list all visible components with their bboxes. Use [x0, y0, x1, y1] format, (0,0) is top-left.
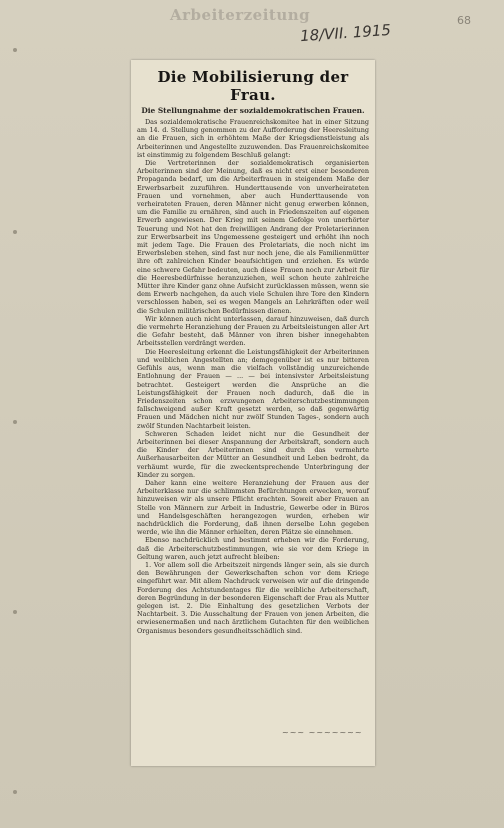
article-paragraph: Die Vertreterinnen der sozialdemokratisch organisierten Arbeiterinnen sind der Meinung, daß es nicht erst einer besonderen Propaganda bedarf, um die Arbeiterfrauen in steigendem Maße der Erwerbsarbeit zuzuführen. Hunderttausende von unverheirateten Frauen und vornehmen, aber auch Hunderttausende von verheirateten Frauen, deren Männer nicht genug erwerben können, um die Familie zu ernähren, sind auch in Friedenszeiten auf eigenen Erwerb angewiesen. Der Krieg mit seinem Gefolge von unerhörter Teuerung und Not hat den freiwilligen Andrang der Proletarierinnen zur Erwerbsarbeit ins Ungemessene gesteigert und erhöht ihn noch mit jedem Tage. Die Frauen des Proletariats, die noch nicht im Erwerbsleben stehen, sind fast nur noch jene, die als Familienmütter ihre oft zahlreichen Kinder beaufsichtigen und erziehen. Es würde eine schwere Gefahr bedeuten, auch diese Frauen noch zur Arbeit für die Heeresbedürfnisse heranzuziehen, weil schon heute zahlreiche Mütter ihre Kinder ganz ohne Aufsicht zurücklassen müssen, wenn sie dem Erwerb nachgehen, da auch viele Schulen ihre Tore den Kindern verschlossen haben, sei es wegen Mangels an Lehrkräften oder weil die Schulen militärischen Bedürfnissen dienen. — [137, 159, 369, 315]
article-paragraph: Schweren Schaden leidet nicht nur die Gesundheit der Arbeiterinnen bei dieser Anspannung der Arbeitskraft, sondern auch die Kinder der Arbeiterinnen sind durch das vermehrte Außerhausarbeiten der Mütter an Gesundheit und Leben bedroht, da verhäumt wurde, für die zweckentsprechende Unterbringung der Kinder zu sorgen. — [137, 429, 369, 479]
article-headline: Die Mobilisierung der Frau. — [157, 68, 349, 104]
article-body — [137, 118, 369, 635]
punch-hole — [13, 790, 17, 794]
handwritten-mark: ~~~ ~~~~~~~ — [282, 728, 363, 737]
article-paragraph: Daher kann eine weitere Heranziehung der Frauen aus der Arbeiterklasse nur die schlimmsten Befürchtungen erwecken, worauf hinzuweisen wir als unsere Pflicht erachten. Soweit aber Frauen an Stelle von Männern zur Arbeit in Industrie, Gewerbe oder in Büros und Handelsgeschäften herangezogen wurden, erheben wir nachdrücklich die Forderung, daß ihnen derselbe Lohn gegeben werde, wie ihn die Männer erhielten, deren Plätze sie einnehmen. — [137, 478, 369, 537]
punch-hole — [13, 610, 17, 614]
article-paragraph: Ebenso nachdrücklich und bestimmt erheben wir die Forderung, daß die Arbeiterschutzbestimmungen, wie sie vor dem Kriege in Geltung waren, auch jetzt aufrecht bleiben: — [137, 536, 369, 561]
article-subheadline: Die Stellungnahme der sozialdemokratischen Frauen. — [141, 106, 365, 115]
newspaper-clipping — [131, 60, 375, 766]
punch-hole — [13, 420, 17, 424]
article-paragraph: Das sozialdemokratische Frauenreichskomitee hat in einer Sitzung am 14. d. Stellung genommen zu der Aufforderung der Heeresleitung an die Frauen, sich in erhöhtem Maße der Kriegsdienstleistung als Arbeiterinnen und Angestellte zuzuwenden. Das Frauenreichskomitee ist einstimmig zu folgendem Beschluß gelangt: — [137, 118, 369, 159]
article-paragraph: Wir können auch nicht unterlassen, darauf hinzuweisen, daß durch die vermehrte Heranziehung der Frauen zu Arbeitsleistungen aller Art die Gefahr besteht, daß Männer von ihren bisher innegehabten Arbeitsstellen verdrängt werden. — [137, 314, 369, 348]
article-paragraph: Die Heeresleitung erkennt die Leistungsfähigkeit der Arbeiterinnen und weiblichen Angestellten an; demgegenüber ist es nur bitteren Gefühls aus, wenn man die vielfach vollständig unzureichende Entlohnung der Frauen — ... — bei intensivster Arbeitsleistung betrachtet. Gesteigert werden die Ansprüche an die Leistungsfähigkeit der Frauen noch dadurch, daß die in Friedenszeiten schon erzwungenen Arbeiterschutzbestimmungen fallschweigend außer Kraft gesetzt werden, so daß gegenwärtig Frauen und Mädchen nicht nur zwölf Stunden Tages-, sondern auch zwölf Stunden Nachtarbeit leisten. — [137, 347, 369, 430]
handwritten-date: 18/VII. 1915 — [299, 20, 392, 46]
masthead-stamp: Arbeiterzeitung — [170, 6, 311, 24]
punch-hole — [13, 230, 17, 234]
article-paragraph: 1. Vor allem soll die Arbeitszeit nirgends länger sein, als sie durch den Bewährungen der Gewerkschaften schon vor dem Kriege eingeführt war. Mit allem Nachdruck verweisen wir auf die dringende Forderung des Achtstundentages für die weibliche Arbeiterschaft, deren Begründung in der besonderen Eigenschaft der Frau als Mutter gelegen ist. 2. Die Einhaltung des gesetzlichen Verbots der Nachtarbeit. 3. Die Ausschaltung der Frauen von jenen Arbeiten, die erwiesenermaßen und nach ärztlichem Gutachten für den weiblichen Organismus besonders gesundheitsschädlich sind. — [137, 560, 369, 635]
punch-hole — [13, 48, 17, 52]
page-number: 68 — [457, 14, 471, 27]
